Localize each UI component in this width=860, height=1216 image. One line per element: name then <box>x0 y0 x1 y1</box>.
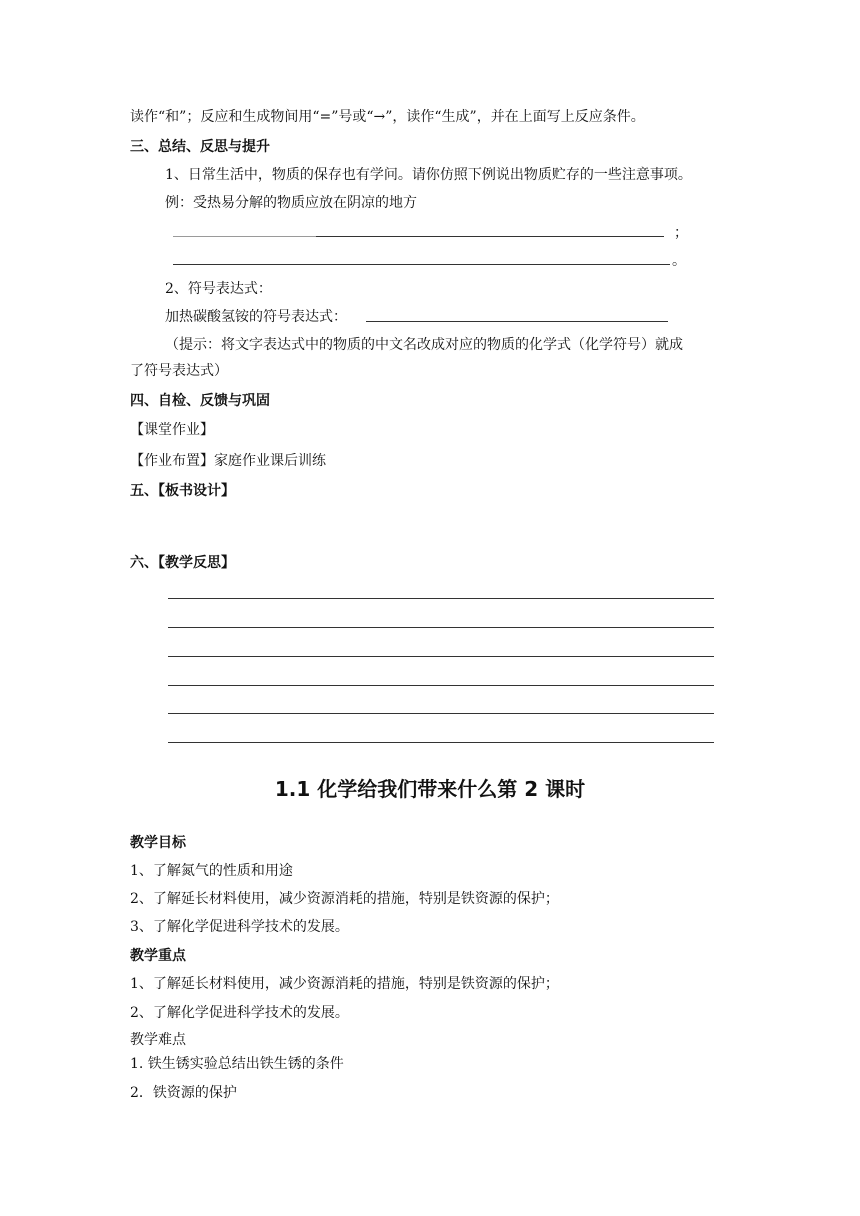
difficulty-item: 1. 铁生锈实验总结出铁生锈的条件 <box>130 1056 344 1072</box>
difficulties-heading: 教学难点 <box>130 1032 186 1048</box>
section3-hint-line1: （提示：将文字表达式中的物质的中文名改成对应的物质的化学式（化学符号）就成 <box>165 337 683 353</box>
reflection-line-2[interactable] <box>168 627 714 628</box>
difficulty-item: 2．铁资源的保护 <box>130 1085 237 1101</box>
answer-blank-2[interactable] <box>173 264 670 265</box>
reflection-line-4[interactable] <box>168 685 714 686</box>
objective-item: 3、了解化学促进科学技术的发展。 <box>130 919 349 935</box>
lesson-title: 1.1 化学给我们带来什么第 2 课时 <box>274 777 586 801</box>
objectives-heading: 教学目标 <box>130 835 186 851</box>
reflection-line-3[interactable] <box>168 656 714 657</box>
keypoint-item: 1、了解延长材料使用，减少资源消耗的措施，特别是铁资源的保护； <box>130 976 559 992</box>
section3-heading: 三、总结、反思与提升 <box>130 139 270 155</box>
section5-heading: 五、【板书设计】 <box>130 483 235 499</box>
section3-item2: 2、符号表达式： <box>165 281 272 297</box>
blank2-end: 。 <box>672 253 686 269</box>
reflection-line-1[interactable] <box>168 598 714 599</box>
classwork-label: 【课堂作业】 <box>130 422 214 438</box>
section6-heading: 六、【教学反思】 <box>130 555 235 571</box>
keypoint-item: 2、了解化学促进科学技术的发展。 <box>130 1005 349 1021</box>
objective-item: 2、了解延长材料使用，减少资源消耗的措施，特别是铁资源的保护； <box>130 891 559 907</box>
section4-heading: 四、自检、反馈与巩固 <box>130 393 270 409</box>
keypoints-heading: 教学重点 <box>130 948 186 964</box>
answer-blank-1b[interactable] <box>316 236 664 237</box>
section3-item2-prompt: 加热碳酸氢铵的符号表达式： <box>165 309 347 325</box>
section2-continuation: 读作“和”；反应和生成物间用“=”号或“→”，读作“生成”，并在上面写上反应条件。 <box>130 109 645 125</box>
section3-example: 例：受热易分解的物质应放在阴凉的地方 <box>165 195 417 211</box>
section3-item1: 1、日常生活中，物质的保存也有学问。请你仿照下例说出物质贮存的一些注意事项。 <box>165 167 692 183</box>
reflection-line-5[interactable] <box>168 713 714 714</box>
blank1-end: ； <box>674 225 688 241</box>
reflection-line-6[interactable] <box>168 742 714 743</box>
answer-blank-1a[interactable] <box>173 236 316 237</box>
symbol-expression-blank[interactable] <box>366 321 668 322</box>
objective-item: 1、了解氮气的性质和用途 <box>130 863 293 879</box>
section3-hint-line2: 了符号表达式） <box>130 363 228 379</box>
homework-label: 【作业布置】家庭作业课后训练 <box>130 453 326 469</box>
